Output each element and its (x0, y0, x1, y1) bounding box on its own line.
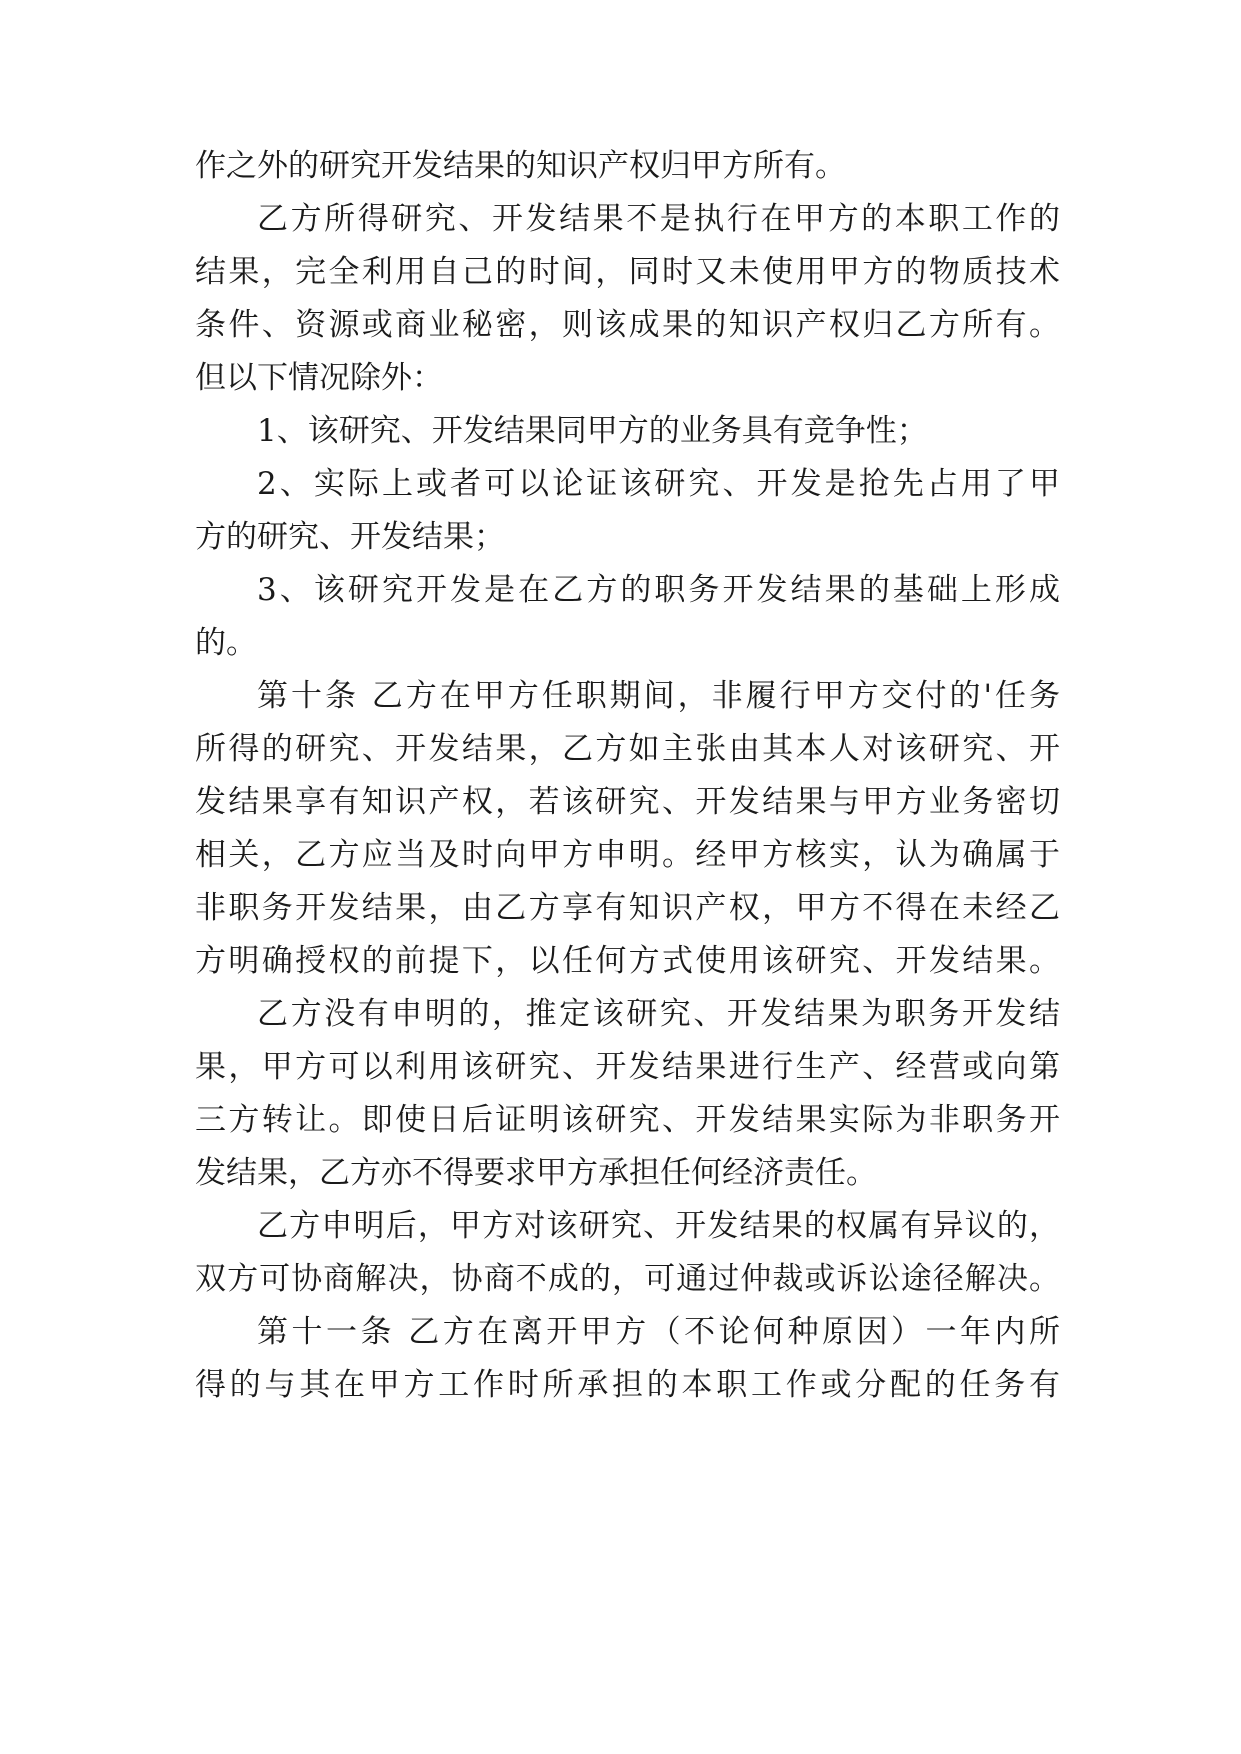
text-line: 果，甲方可以利用该研究、开发结果进行生产、经营或向第 (195, 1049, 1060, 1085)
paragraph-first-line: 乙方所得研究、开发结果不是执行在甲方的本职工作的 (257, 201, 1060, 237)
text-line: 非职务开发结果，由乙方享有知识产权，甲方不得在未经乙 (195, 890, 1060, 926)
text-line: 发结果，乙方亦不得要求甲方承担任何经济责任。 (195, 1155, 877, 1191)
list-item: 3、该研究开发是在乙方的职务开发结果的基础上形成 (257, 572, 1060, 608)
text-line: 但以下情况除外： (195, 360, 443, 396)
text-line: 方的研究、开发结果； (195, 519, 505, 555)
text-line: 发结果享有知识产权，若该研究、开发结果与甲方业务密切 (195, 784, 1060, 820)
article-heading-line: 第十一条 乙方在离开甲方（不论何种原因）一年内所 (257, 1314, 1060, 1350)
text-line: 结果，完全利用自己的时间，同时又未使用甲方的物质技术 (195, 254, 1060, 290)
text-line: 作之外的研究开发结果的知识产权归甲方所有。 (195, 148, 846, 184)
text-line: 相关，乙方应当及时向甲方申明。经甲方核实，认为确属于 (195, 837, 1060, 873)
article-heading-line: 第十条 乙方在甲方任职期间，非履行甲方交付的'任务 (257, 678, 1060, 714)
text-line: 得的与其在甲方工作时所承担的本职工作或分配的任务有 (195, 1367, 1060, 1403)
paragraph-first-line: 乙方申明后，甲方对该研究、开发结果的权属有异议的， (257, 1208, 1060, 1244)
text-line: 的。 (195, 625, 257, 661)
text-line: 条件、资源或商业秘密，则该成果的知识产权归乙方所有。 (195, 307, 1060, 343)
text-line: 三方转让。即使日后证明该研究、开发结果实际为非职务开 (195, 1102, 1060, 1138)
text-line: 方明确授权的前提下，以任何方式使用该研究、开发结果。 (195, 943, 1060, 979)
text-line: 双方可协商解决，协商不成的，可通过仲裁或诉讼途径解决。 (195, 1261, 1060, 1297)
paragraph-first-line: 乙方没有申明的，推定该研究、开发结果为职务开发结 (257, 996, 1060, 1032)
list-item: 2、实际上或者可以论证该研究、开发是抢先占用了甲 (257, 466, 1060, 502)
list-item: 1、该研究、开发结果同甲方的业务具有竞争性； (257, 413, 928, 449)
text-line: 所得的研究、开发结果，乙方如主张由其本人对该研究、开 (195, 731, 1060, 767)
